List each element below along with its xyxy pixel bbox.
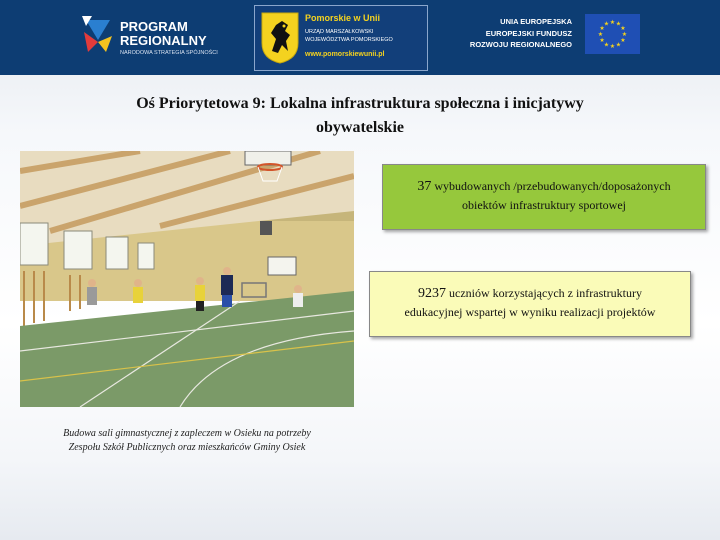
eu-star-icon: ★ [620, 26, 626, 32]
eu-star-icon: ★ [609, 20, 616, 26]
eu-star-icon: ★ [609, 44, 616, 50]
eu-logo [460, 14, 640, 58]
eu-star-icon: ★ [599, 26, 605, 32]
eu-star-icon: ★ [597, 32, 604, 38]
eu-star-icon: ★ [603, 42, 610, 49]
sport-facilities-number: 37 [417, 179, 432, 194]
eu-star-icon: ★ [621, 32, 628, 38]
caption-line1: Budowa sali gimnastycznej z zapleczem w Osieku na potrzeby [63, 428, 311, 439]
students-text1: uczniów korzystających z infrastruktury [449, 286, 642, 300]
griffin-crest-icon [260, 11, 300, 65]
logo-bar [0, 0, 720, 75]
photo-caption [20, 427, 354, 455]
slide-title-line1: Oś Priorytetowa 9: Lokalna infrastruktura społeczna i inicjatywy [136, 95, 584, 112]
eu-star-icon: ★ [603, 21, 610, 28]
pomorskie-logo [254, 5, 428, 71]
eu-star-icon: ★ [599, 38, 605, 44]
students-stat-box [369, 271, 691, 337]
eu-line2: EUROPEJSKI FUNDUSZ [485, 29, 572, 38]
sports-hall-illustration [20, 151, 354, 407]
eu-star-icon: ★ [615, 21, 622, 28]
sport-facilities-text1: wybudowanych /przebudowanych/doposażonych [434, 179, 671, 193]
program-subtitle: NARODOWA STRATEGIA SPÓJNOŚCI [120, 50, 218, 56]
pomorskie-name: Pomorskie w Unii [305, 13, 381, 23]
slide-title [60, 92, 660, 140]
slide-title-line2: obywatelskie [316, 119, 404, 136]
caption-line2: Zespołu Szkół Publicznych oraz mieszkańców Gminy Osiek [68, 442, 306, 453]
sport-facilities-stat-box [382, 164, 706, 230]
students-number: 9237 [418, 286, 447, 301]
eu-flag-icon [585, 14, 640, 54]
program-regionalny-logo [80, 14, 230, 62]
program-star-icon [80, 14, 114, 54]
eu-line1: UNIA EUROPEJSKA [500, 17, 572, 26]
students-text2: edukacyjnej wspartej w wyniku realizacji projektów [404, 305, 656, 319]
program-title: PROGRAM REGIONALNY [120, 19, 207, 48]
eu-star-icon: ★ [615, 42, 622, 49]
pomorskie-url[interactable]: www.pomorskiewunii.pl [305, 51, 385, 58]
sport-facilities-text2: obiektów infrastruktury sportowej [462, 198, 626, 212]
pomorskie-office-line2: WOJEWÓDZTWA POMORSKIEGO [305, 37, 393, 43]
eu-star-icon: ★ [620, 38, 626, 44]
eu-line3: ROZWOJU REGIONALNEGO [469, 40, 572, 49]
sports-hall-photo [20, 151, 354, 407]
pomorskie-office-line1: URZĄD MARSZAŁKOWSKI [305, 29, 374, 35]
